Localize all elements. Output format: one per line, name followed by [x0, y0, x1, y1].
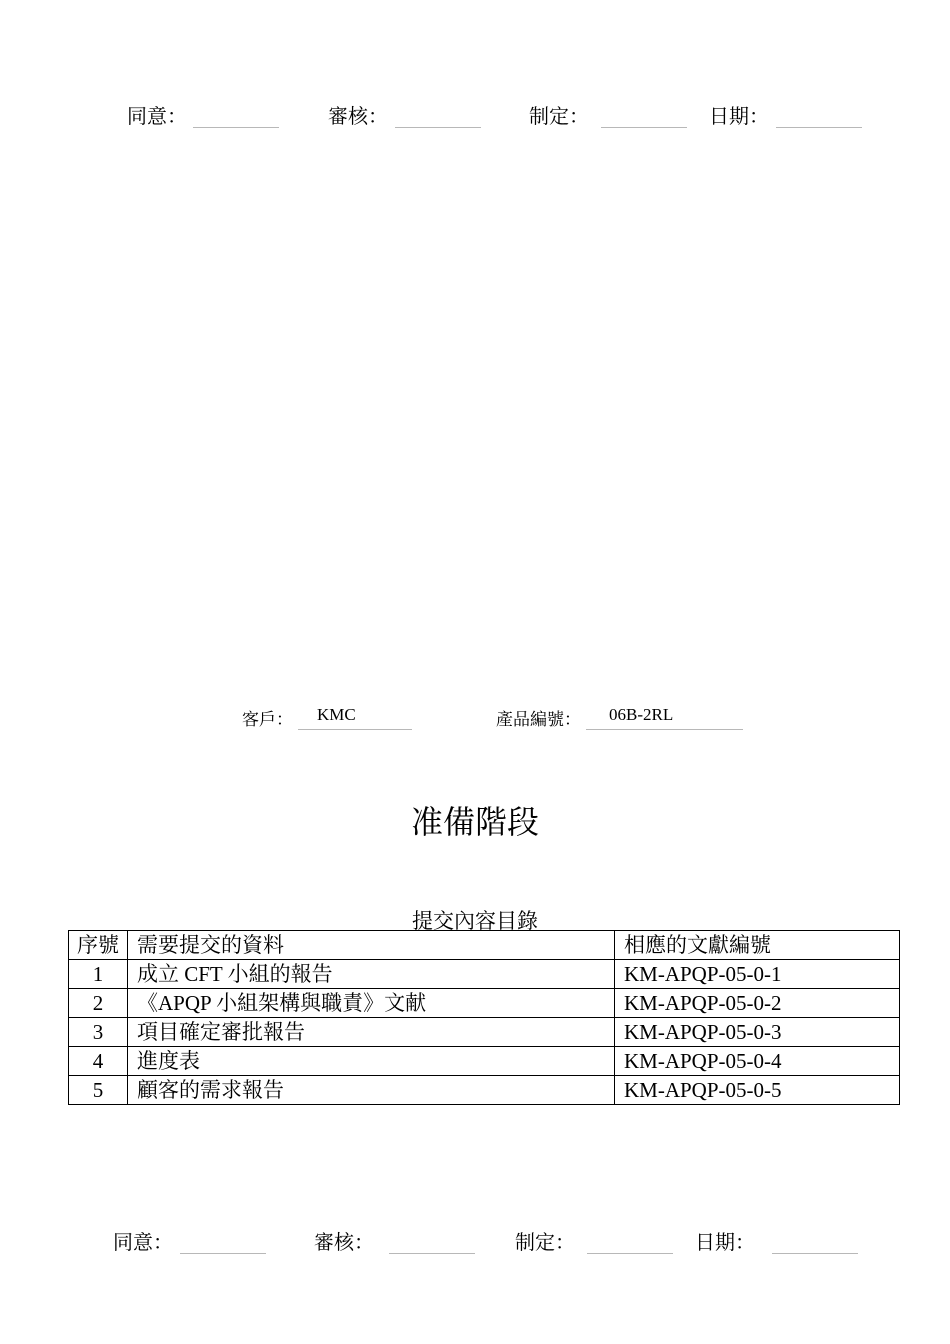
- table-row: [69, 1018, 900, 1047]
- row-document-number: KM-APQP-05-0-2: [615, 989, 900, 1018]
- date-signature-line: [772, 1253, 858, 1254]
- prepare-label: 制定：: [515, 1232, 575, 1254]
- approve-label: 同意：: [113, 1232, 173, 1254]
- row-item: 項目確定審批報告: [128, 1018, 615, 1047]
- prepare-signature-line: [587, 1253, 673, 1254]
- product-number-underline: [586, 729, 743, 730]
- table-row: [69, 1047, 900, 1076]
- review-label: 審核：: [314, 1232, 374, 1254]
- review-label: 審核：: [328, 106, 388, 128]
- date-label: 日期：: [695, 1232, 755, 1254]
- product-info-row: [0, 705, 950, 735]
- row-item: 進度表: [128, 1047, 615, 1076]
- row-seq-no: 4: [69, 1047, 128, 1076]
- customer-value: KMC: [317, 705, 356, 724]
- date-label: 日期：: [709, 106, 769, 128]
- approve-signature-line: [180, 1253, 266, 1254]
- prepare-label: 制定：: [529, 106, 589, 128]
- customer-label: 客戶：: [242, 710, 293, 729]
- prepare-signature-line: [601, 127, 687, 128]
- header-required-item: 需要提交的資料: [128, 931, 615, 960]
- row-item: 成立 CFT 小組的報告: [128, 960, 615, 989]
- approve-signature-line: [193, 127, 279, 128]
- customer-underline: [298, 729, 412, 730]
- row-document-number: KM-APQP-05-0-4: [615, 1047, 900, 1076]
- approve-label: 同意：: [127, 106, 187, 128]
- review-signature-line: [389, 1253, 475, 1254]
- submission-contents-table: [68, 930, 900, 1105]
- row-seq-no: 1: [69, 960, 128, 989]
- row-document-number: KM-APQP-05-0-5: [615, 1076, 900, 1105]
- header-document-number: 相應的文獻編號: [615, 931, 900, 960]
- stage-title: 准備階段: [410, 804, 539, 840]
- table-row: [69, 1076, 900, 1105]
- table-row: [69, 960, 900, 989]
- row-document-number: KM-APQP-05-0-3: [615, 1018, 900, 1047]
- table-row: [69, 989, 900, 1018]
- table-caption: 提交內容目錄: [412, 909, 538, 933]
- row-item: 《APQP 小組架構與職責》文献: [128, 989, 615, 1018]
- product-number-label: 產品編號：: [496, 710, 581, 729]
- table-header-row: [69, 931, 900, 960]
- row-document-number: KM-APQP-05-0-1: [615, 960, 900, 989]
- review-signature-line: [395, 127, 481, 128]
- signature-row-top: [0, 100, 950, 140]
- row-item: 顧客的需求報告: [128, 1076, 615, 1105]
- product-number-value: 06B-2RL: [609, 705, 674, 724]
- signature-row-bottom: [0, 1226, 950, 1266]
- header-seq-no: 序號: [69, 931, 128, 960]
- row-seq-no: 3: [69, 1018, 128, 1047]
- date-signature-line: [776, 127, 862, 128]
- row-seq-no: 5: [69, 1076, 128, 1105]
- row-seq-no: 2: [69, 989, 128, 1018]
